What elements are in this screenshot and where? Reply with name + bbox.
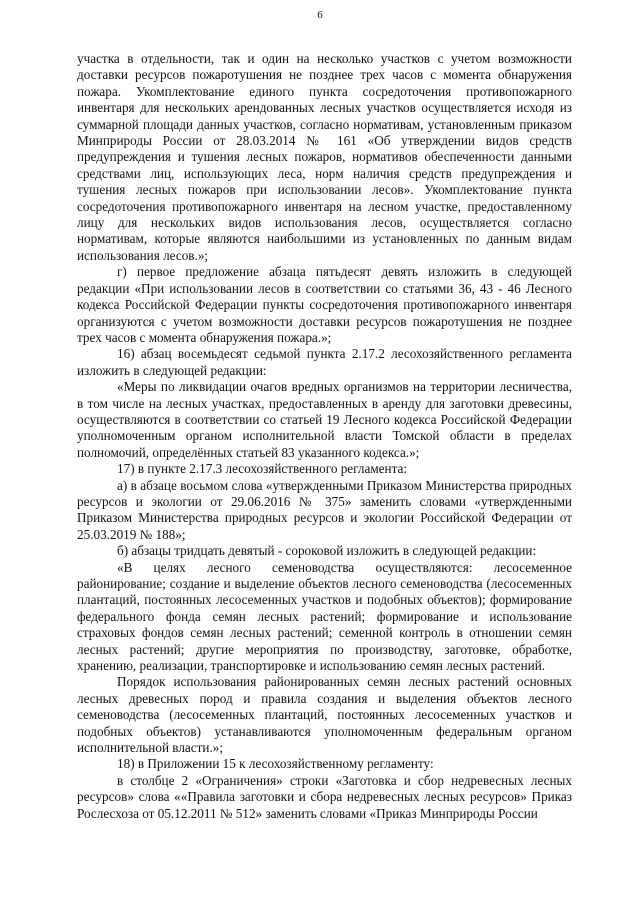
paragraph-item-b: б) абзацы тридцать девятый - сороковой изложить в следующей редакции:: [117, 543, 537, 559]
paragraph-seed-usage-order: Порядок использования районированных семян лесных растений основных лесных древесных пород и правила создания и выделения объектов лесного семеноводства (лесосеменных плантаций, постоянных лесосеменных участков и подобных объектов) устанавливаются уполномоченным федеральным органом исполнительной власти.»;: [77, 674, 572, 756]
paragraph-quote-pest-control: «Меры по ликвидации очагов вредных организмов на территории лесничества, в том числе на лесных участках, предоставленных в аренду для заготовки древесины, осуществляются в соответствии со статьей 19 Лесного кодекса Российской Федерации уполномоченным органом исполнительной власти Томской области в пределах полномочий, определённых статьей 83 указанного кодекса.»;: [77, 379, 572, 460]
page-number: 6: [317, 9, 323, 21]
document-body: [77, 51, 572, 822]
paragraph-continuation: участка в отдельности, так и один на несколько участков с учетом возможности доставки ресурсов пожаротушения не позднее трех часов с момента обнаружения пожара. Укомплектование единого пункта сосредоточения противопожарного инвентаря для нескольких арендованных лесных участков осуществляется исходя из суммарной площади данных участков, согласно нормативам, установленным приказом Минприроды России от 28.03.2014 № 161 «Об утверждении видов средств предупреждения и тушения лесных пожаров, нормативов обеспеченности данными средствами лиц, использующих леса, норм наличия средств предупреждения и тушения лесных пожаров при использовании лесов». Укомплектование пункта сосредоточения противопожарного инвентаря на лесном участке, предоставленному лицу для нескольких видов использования лесов, осуществляется согласно нормативам, которые являются наибольшими из установленных по данным видам использования лесов.»;: [77, 51, 572, 263]
paragraph-item-16: 16) абзац восемьдесят седьмой пункта 2.17.2 лесохозяйственного регламента изложить в следующей редакции:: [77, 346, 572, 378]
paragraph-quote-seed-production: «В целях лесного семеноводства осуществляются: лесосеменное районирование; создание и выделение объектов лесного семеноводства (лесосеменных плантаций, постоянных лесосеменных участков и подобных объектов); формирование федерального фонда семян лесных растений; формирование и использование страховых фондов семян лесных растений; семенной контроль в отношении семян лесных растений; другие мероприятия по производству, заготовке, обработке, хранению, реализации, транспортировке и использованию семян лесных растений.: [77, 559, 572, 674]
paragraph-item-18: 18) в Приложении 15 к лесохозяйственному регламенту:: [117, 756, 434, 772]
paragraph-item-a: а) в абзаце восьмом слова «утвержденными Приказом Министерства природных ресурсов и экологии от 29.06.2016 № 375» заменить словами «утвержденными Приказом Министерства природных ресурсов и экологии Российской Федерации от 25.03.2019 № 188»;: [77, 477, 572, 542]
paragraph-item-17: 17) в пункте 2.17.3 лесохозяйственного регламента:: [117, 461, 408, 477]
paragraph-item-g: г) первое предложение абзаца пятьдесят девять изложить в следующей редакции «При использовании лесов в соответствии со статьями 36, 43 - 46 Лесного кодекса Российской Федерации пункты сосредоточения противопожарного инвентаря организуются с учетом возможности доставки ресурсов пожаротушения не позднее трех часов с момента обнаружения пожара.»;: [77, 264, 572, 345]
paragraph-column-2-restrictions: в столбце 2 «Ограничения» строки «Заготовка и сбор недревесных лесных ресурсов» слова ««Правила заготовки и сбора недревесных лесных ресурсов» Приказ Рослесхоза от 05.12.2011 № 512» заменить словами «Приказ Минприроды России: [77, 772, 572, 821]
